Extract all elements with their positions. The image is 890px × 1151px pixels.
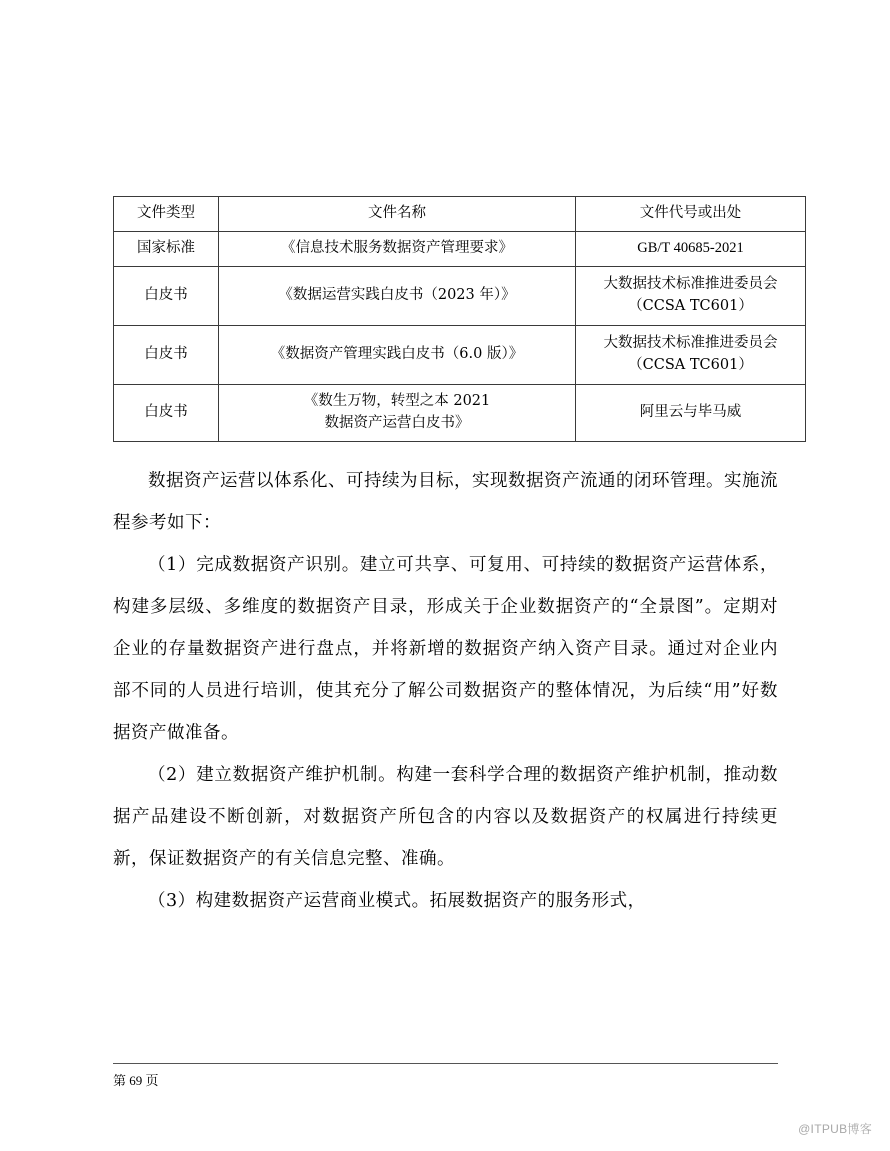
cell-file-code-line: 大数据技术标准推进委员会 bbox=[603, 335, 778, 351]
page-number: 第 69 页 bbox=[113, 1073, 159, 1088]
body-text bbox=[113, 460, 778, 922]
table-row bbox=[114, 325, 806, 384]
cell-file-code: 阿里云与毕马威 bbox=[576, 384, 806, 441]
reference-documents-table bbox=[113, 196, 806, 442]
paragraph-step-1: （1）完成数据资产识别。建立可共享、可复用、可持续的数据资产运营体系，构建多层级、多维度的数据资产目录，形成关于企业数据资产的“全景图”。定期对企业的存量数据资产进行盘点，并将新增的数据资产纳入资产目录。通过对企业内部不同的人员进行培训，使其充分了解公司数据资产的整体情况，为后续“用”好数据资产做准备。 bbox=[113, 554, 778, 743]
cell-file-code-line: （CCSA TC601） bbox=[628, 356, 753, 373]
cell-file-name: 《数据运营实践白皮书（2023 年）》 bbox=[219, 266, 576, 325]
cell-file-code bbox=[576, 325, 806, 384]
watermark: @ITPUB博客 bbox=[798, 1122, 872, 1136]
cell-file-code-line: （CCSA TC601） bbox=[628, 297, 753, 314]
cell-file-type: 白皮书 bbox=[114, 266, 219, 325]
cell-file-code-line: 大数据技术标准推进委员会 bbox=[603, 276, 778, 292]
cell-file-name: 《信息技术服务数据资产管理要求》 bbox=[219, 231, 576, 266]
column-header-file-type: 文件类型 bbox=[114, 197, 219, 232]
table-row bbox=[114, 231, 806, 266]
cell-file-type: 白皮书 bbox=[114, 325, 219, 384]
cell-file-name-line: 数据资产运营白皮书》 bbox=[324, 414, 470, 431]
paragraph-step-2: （2）建立数据资产维护机制。构建一套科学合理的数据资产维护机制，推动数据产品建设不断创新，对数据资产所包含的内容以及数据资产的权属进行持续更新，保证数据资产的有关信息完整、准确。 bbox=[113, 764, 778, 869]
cell-file-name bbox=[219, 384, 576, 441]
cell-file-type: 国家标准 bbox=[114, 231, 219, 266]
column-header-file-name: 文件名称 bbox=[219, 197, 576, 232]
table-row bbox=[114, 384, 806, 441]
column-header-file-code: 文件代号或出处 bbox=[576, 197, 806, 232]
page-footer bbox=[113, 1063, 778, 1089]
cell-file-code: GB/T 40685-2021 bbox=[576, 231, 806, 266]
paragraph-intro: 数据资产运营以体系化、可持续为目标，实现数据资产流通的闭环管理。实施流程参考如下： bbox=[113, 470, 778, 533]
cell-file-name-line: 《数生万物，转型之本 2021 bbox=[303, 393, 491, 409]
paragraph-step-3: （3）构建数据资产运营商业模式。拓展数据资产的服务形式， bbox=[148, 890, 646, 911]
cell-file-code bbox=[576, 266, 806, 325]
page-content bbox=[113, 196, 778, 922]
table-header-row bbox=[114, 197, 806, 232]
table-row bbox=[114, 266, 806, 325]
cell-file-name: 《数据资产管理实践白皮书（6.0 版）》 bbox=[219, 325, 576, 384]
cell-file-type: 白皮书 bbox=[114, 384, 219, 441]
